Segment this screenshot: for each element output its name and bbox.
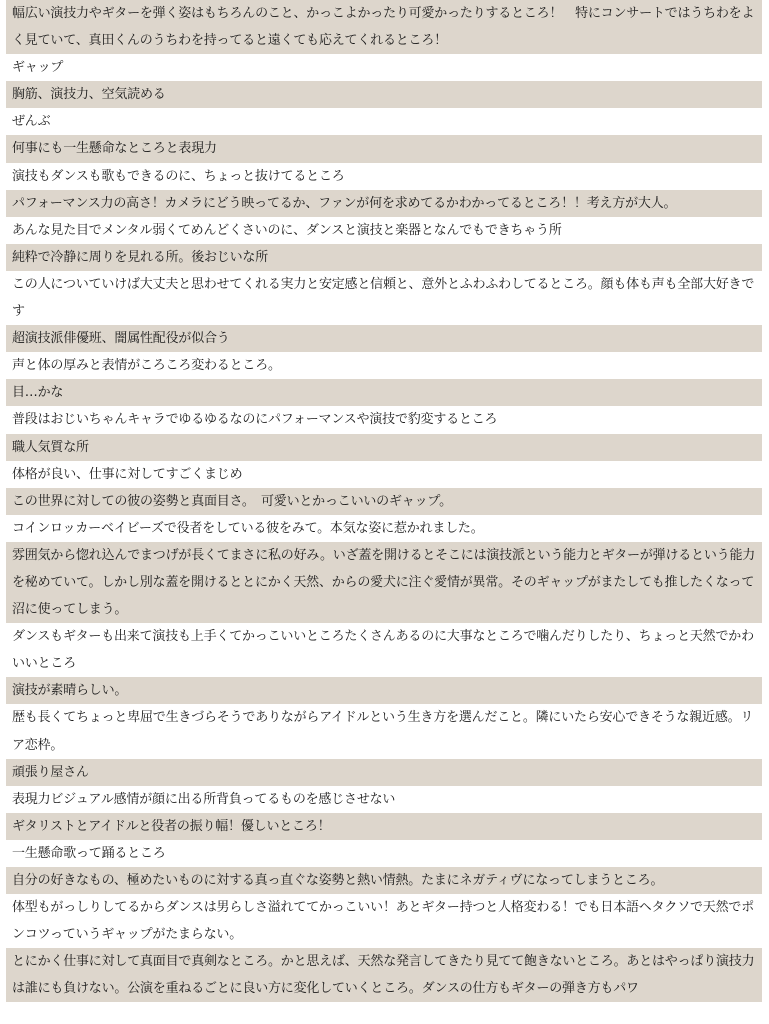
answer-row: パフォーマンス力の高さ！カメラにどう映ってるか、ファンが何を求めてるかわかってるところ！！考え方が大人。 [6,190,762,217]
answer-row: 幅広い演技力やギターを弾く姿はもちろんのこと、かっこよかったり可愛かったりするところ！ 特にコンサートではうちわをよく見ていて、真田くんのうちわを持ってると遠くても応えてくれるところ！ [6,0,762,54]
answer-row: 超演技派俳優班、闇属性配役が似合う [6,325,762,352]
answer-row: 職人気質な所 [6,434,762,461]
answer-row: ギャップ [6,54,762,81]
answer-row: 声と体の厚みと表情がころころ変わるところ。 [6,352,762,379]
answer-row: 一生懸命歌って踊るところ [6,840,762,867]
answer-row: 演技もダンスも歌もできるのに、ちょっと抜けてるところ [6,163,762,190]
answer-row: 純粋で冷静に周りを見れる所。後おじいな所 [6,244,762,271]
answer-row: 表現力ビジュアル感情が顔に出る所背負ってるものを感じさせない [6,786,762,813]
answer-row: 頑張り屋さん [6,759,762,786]
answer-row: この世界に対しての彼の姿勢と真面目さ。 可愛いとかっこいいのギャップ。 [6,488,762,515]
answer-row: 雰囲気から惚れ込んでまつげが長くてまさに私の好み。いざ蓋を開けるとそこには演技派という能力とギターが弾けるという能力を秘めていて。しかし別な蓋を開けるととにかく天然、からの愛犬に注ぐ愛情が異常。そのギャップがまたしても推したくなって沼に使ってしまう。 [6,542,762,623]
answer-row: ダンスもギターも出来て演技も上手くてかっこいいところたくさんあるのに大事なところで噛んだりしたり、ちょっと天然でかわいいところ [6,623,762,677]
answer-row: 体型もがっしりしてるからダンスは男らしさ溢れててかっこいい！あとギター持つと人格変わる！でも日本語ヘタクソで天然でポンコツっていうギャップがたまらない。 [6,894,762,948]
answer-row: とにかく仕事に対して真面目で真剣なところ。かと思えば、天然な発言してきたり見てて飽きないところ。あとはやっぱり演技力は誰にも負けない。公演を重ねるごとに良い方に変化していくところ。ダンスの仕方もギターの弾き方もパワ [6,948,762,1002]
answer-row: 胸筋、演技力、空気読める [6,81,762,108]
answer-row: ぜんぶ [6,108,762,135]
answer-row: ギタリストとアイドルと役者の振り幅！優しいところ！ [6,813,762,840]
answer-row: この人についていけば大丈夫と思わせてくれる実力と安定感と信頼と、意外とふわふわしてるところ。顔も体も声も全部大好きです [6,271,762,325]
answer-row: 体格が良い、仕事に対してすごくまじめ [6,461,762,488]
answer-row: コインロッカーベイビーズで役者をしている彼をみて。本気な姿に惹かれました。 [6,515,762,542]
answer-row: 歴も長くてちょっと卑屈で生きづらそうでありながらアイドルという生き方を選んだこと。隣にいたら安心できそうな親近感。リア恋枠。 [6,704,762,758]
answer-row: 普段はおじいちゃんキャラでゆるゆるなのにパフォーマンスや演技で豹変するところ [6,406,762,433]
answer-row: 演技が素晴らしい。 [6,677,762,704]
answer-row: 目…かな [6,379,762,406]
answer-row: 何事にも一生懸命なところと表現力 [6,135,762,162]
answer-row: 自分の好きなもの、極めたいものに対する真っ直ぐな姿勢と熱い情熱。たまにネガティヴになってしまうところ。 [6,867,762,894]
answer-row: あんな見た目でメンタル弱くてめんどくさいのに、ダンスと演技と楽器となんでもできちゃう所 [6,217,762,244]
